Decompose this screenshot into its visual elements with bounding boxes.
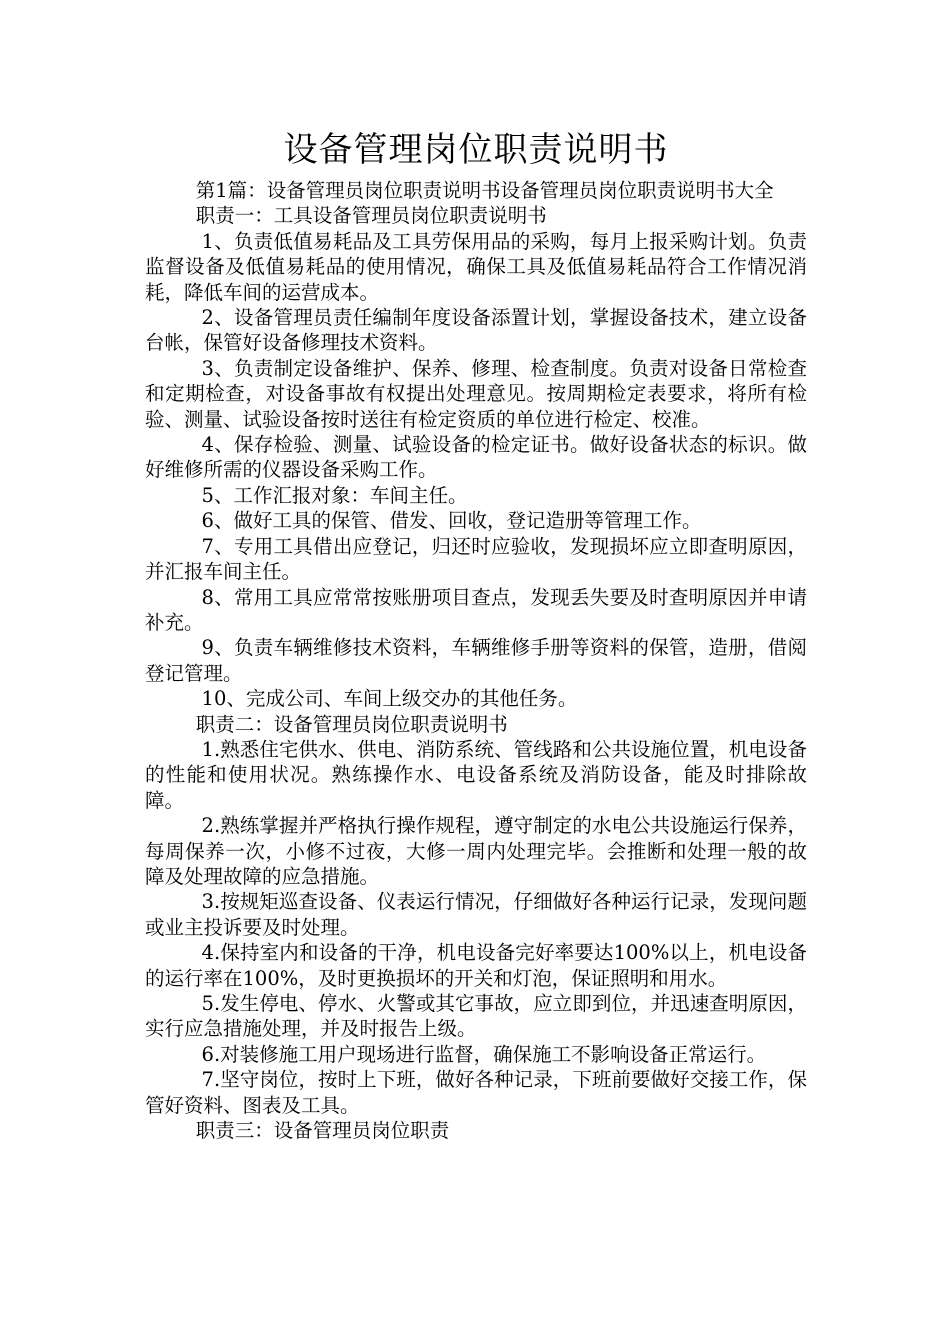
list-item: 1、负责低值易耗品及工具劳保用品的采购，每月上报采购计划。负责监督设备及低值易耗品的使用情况，确保工具及低值易耗品符合工作情况消耗，降低车间的运营成本。 [145, 229, 807, 304]
section-heading: 职责一：工具设备管理员岗位职责说明书 [195, 204, 547, 228]
list-item: 3、负责制定设备维护、保养、修理、检查制度。负责对设备日常检查和定期检查，对设备事故有权提出处理意见。按周期检定表要求，将所有检验、测量、试验设备按时送往有检定资质的单位进行检定、校准。 [145, 356, 807, 431]
list-item: 1.熟悉住宅供水、供电、消防系统、管线路和公共设施位置，机电设备的性能和使用状况。熟练操作水、电设备系统及消防设备，能及时排除故障。 [145, 737, 807, 812]
section-heading: 职责二：设备管理员岗位职责说明书 [195, 712, 508, 736]
list-item: 5.发生停电、停水、火警或其它事故，应立即到位，并迅速查明原因，实行应急措施处理，并及时报告上级。 [145, 992, 807, 1041]
list-item: 8、常用工具应常常按账册项目查点，发现丢失要及时查明原因并申请补充。 [145, 585, 807, 634]
list-item: 4.保持室内和设备的干净，机电设备完好率要达100%以上，机电设备的运行率在100%，及时更换损坏的开关和灯泡，保证照明和用水。 [145, 941, 807, 990]
list-item: 5、工作汇报对象：车间主任。 [201, 483, 468, 507]
list-item: 10、完成公司、车间上级交办的其他任务。 [201, 687, 578, 711]
list-item: 6.对装修施工用户现场进行监督，确保施工不影响设备正常运行。 [201, 1042, 767, 1066]
list-item: 9、负责车辆维修技术资料，车辆维修手册等资料的保管，造册，借阅登记管理。 [145, 636, 807, 685]
list-item: 2、设备管理员责任编制年度设备添置计划，掌握设备技术，建立设备台帐，保管好设备修理技术资料。 [145, 306, 807, 355]
list-item: 7.坚守岗位，按时上下班，做好各种记录，下班前要做好交接工作，保管好资料、图表及工具。 [145, 1068, 807, 1117]
intro-paragraph: 第1篇：设备管理员岗位职责说明书设备管理员岗位职责说明书大全 [195, 179, 774, 202]
document-page [145, 128, 807, 1143]
list-item: 4、保存检验、测量、试验设备的检定证书。做好设备状态的标识。做好维修所需的仪器设备采购工作。 [145, 433, 807, 482]
list-item: 7、专用工具借出应登记，归还时应验收，发现损坏应立即查明原因，并汇报车间主任。 [145, 534, 807, 584]
list-item: 2.熟练掌握并严格执行操作规程，遵守制定的水电公共设施运行保养，每周保养一次，小修不过夜，大修一周内处理完毕。会推断和处理一般的故障及处理故障的应急措施。 [145, 814, 807, 888]
document-title: 设备管理岗位职责说明书 [283, 130, 669, 170]
section-heading: 职责三：设备管理员岗位职责 [195, 1119, 450, 1143]
list-item: 3.按规矩巡查设备、仪表运行情况，仔细做好各种运行记录，发现问题或业主投诉要及时处理。 [145, 890, 807, 939]
document-body [145, 178, 807, 1143]
list-item: 6、做好工具的保管、借发、回收，登记造册等管理工作。 [201, 509, 702, 533]
